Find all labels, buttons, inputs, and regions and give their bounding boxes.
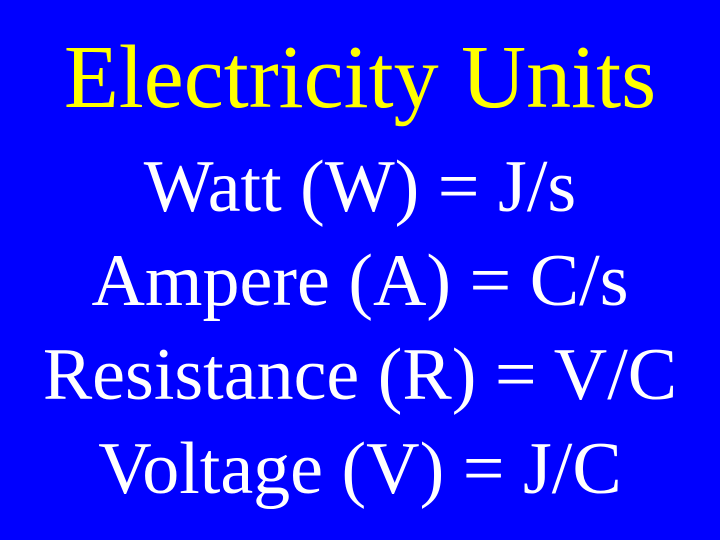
slide-title: Electricity Units	[63, 28, 657, 127]
unit-line-voltage: Voltage (V) = J/C	[98, 428, 622, 510]
unit-line-watt: Watt (W) = J/s	[143, 146, 577, 228]
unit-line-resistance: Resistance (R) = V/C	[42, 334, 678, 416]
unit-line-ampere: Ampere (A) = C/s	[91, 240, 629, 322]
unit-definitions-list	[0, 140, 720, 516]
